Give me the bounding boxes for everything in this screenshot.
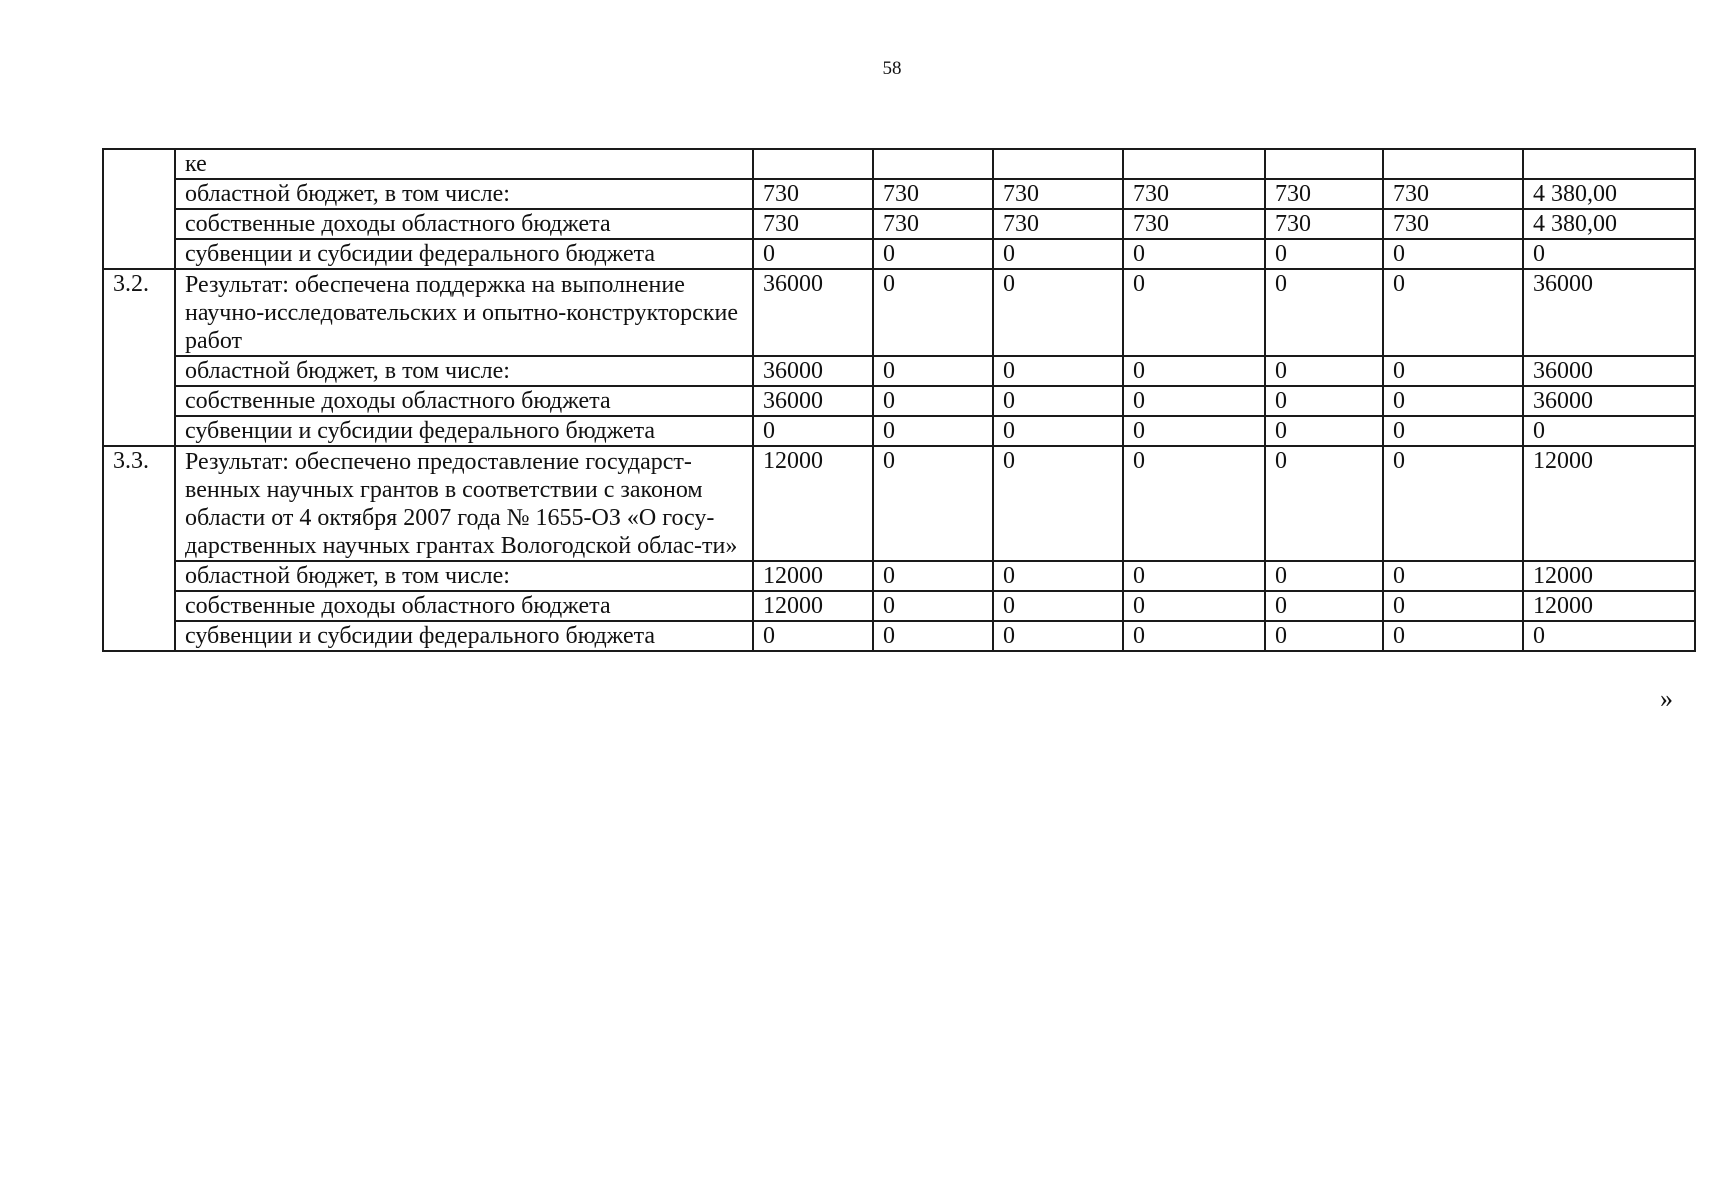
total-cell: 12000 (1523, 591, 1695, 621)
value-cell: 0 (1123, 446, 1265, 561)
value-cell: 0 (993, 386, 1123, 416)
value-cell (873, 149, 993, 179)
value-cell: 0 (1383, 386, 1523, 416)
value-cell: 0 (873, 621, 993, 651)
table-row (103, 179, 1695, 209)
total-cell: 0 (1523, 416, 1695, 446)
table-row (103, 209, 1695, 239)
value-cell: 12000 (753, 591, 873, 621)
value-cell: 0 (1383, 269, 1523, 356)
table-row (103, 356, 1695, 386)
value-cell: 0 (1265, 621, 1383, 651)
total-cell: 36000 (1523, 269, 1695, 356)
value-cell: 0 (1265, 446, 1383, 561)
value-cell: 0 (993, 416, 1123, 446)
value-cell: 0 (753, 239, 873, 269)
value-cell: 0 (1265, 561, 1383, 591)
table-row (103, 416, 1695, 446)
value-cell: 0 (753, 416, 873, 446)
value-cell: 730 (993, 209, 1123, 239)
item-name-cell: собственные доходы областного бюджета (175, 386, 753, 416)
budget-table (102, 148, 1696, 652)
total-cell: 12000 (1523, 446, 1695, 561)
value-cell: 0 (1265, 356, 1383, 386)
value-cell: 0 (1265, 386, 1383, 416)
table-row (103, 386, 1695, 416)
value-cell: 0 (1265, 269, 1383, 356)
table-row (103, 149, 1695, 179)
table-row (103, 621, 1695, 651)
value-cell: 0 (1383, 561, 1523, 591)
value-cell: 0 (1383, 621, 1523, 651)
value-cell: 730 (1383, 179, 1523, 209)
total-cell: 4 380,00 (1523, 179, 1695, 209)
value-cell (1383, 149, 1523, 179)
value-cell (1123, 149, 1265, 179)
value-cell (753, 149, 873, 179)
item-name-cell: областной бюджет, в том числе: (175, 179, 753, 209)
value-cell: 0 (1383, 446, 1523, 561)
value-cell: 730 (1265, 209, 1383, 239)
value-cell: 0 (873, 386, 993, 416)
value-cell: 0 (1123, 269, 1265, 356)
value-cell: 730 (1123, 209, 1265, 239)
value-cell: 730 (993, 179, 1123, 209)
item-name-cell: областной бюджет, в том числе: (175, 356, 753, 386)
value-cell: 0 (873, 446, 993, 561)
item-number-cell: 3.2. (103, 269, 175, 446)
value-cell: 0 (993, 269, 1123, 356)
value-cell: 0 (873, 561, 993, 591)
value-cell: 730 (1123, 179, 1265, 209)
value-cell: 0 (1123, 591, 1265, 621)
budget-table-container (102, 148, 1694, 652)
item-name-cell: субвенции и субсидии федерального бюджета (175, 416, 753, 446)
value-cell: 0 (1383, 239, 1523, 269)
value-cell: 0 (873, 416, 993, 446)
value-cell: 0 (1265, 416, 1383, 446)
item-name-cell: субвенции и субсидии федерального бюджета (175, 239, 753, 269)
total-cell: 36000 (1523, 386, 1695, 416)
value-cell: 0 (993, 239, 1123, 269)
value-cell: 730 (753, 179, 873, 209)
item-name-cell: областной бюджет, в том числе: (175, 561, 753, 591)
value-cell: 0 (1123, 386, 1265, 416)
total-cell: 4 380,00 (1523, 209, 1695, 239)
item-name-cell: субвенции и субсидии федерального бюджета (175, 621, 753, 651)
value-cell (993, 149, 1123, 179)
value-cell: 0 (1123, 621, 1265, 651)
page-number: 58 (882, 58, 902, 79)
value-cell: 0 (1265, 239, 1383, 269)
value-cell: 36000 (753, 386, 873, 416)
value-cell: 0 (873, 269, 993, 356)
table-row (103, 591, 1695, 621)
value-cell: 0 (993, 561, 1123, 591)
value-cell: 0 (993, 446, 1123, 561)
value-cell: 12000 (753, 446, 873, 561)
table-row (103, 561, 1695, 591)
item-name-cell: Результат: обеспечено предоставление государст-венных научных грантов в соответствии с законом области от 4 октября 2007 года № 1655-ОЗ «О госу-дарственных научных грантах Вологодской облас-ти» (175, 446, 753, 561)
item-name-cell: собственные доходы областного бюджета (175, 209, 753, 239)
value-cell: 0 (753, 621, 873, 651)
value-cell: 0 (873, 239, 993, 269)
value-cell: 0 (1123, 561, 1265, 591)
value-cell (1265, 149, 1383, 179)
total-cell: 36000 (1523, 356, 1695, 386)
value-cell: 0 (993, 591, 1123, 621)
value-cell: 0 (993, 621, 1123, 651)
value-cell: 36000 (753, 356, 873, 386)
value-cell: 730 (1265, 179, 1383, 209)
item-number-cell: 3.3. (103, 446, 175, 651)
table-row (103, 446, 1695, 561)
value-cell: 12000 (753, 561, 873, 591)
total-cell: 0 (1523, 621, 1695, 651)
item-name-cell: собственные доходы областного бюджета (175, 591, 753, 621)
value-cell: 0 (993, 356, 1123, 386)
total-cell: 0 (1523, 239, 1695, 269)
value-cell: 0 (873, 356, 993, 386)
value-cell: 730 (1383, 209, 1523, 239)
total-cell (1523, 149, 1695, 179)
value-cell: 730 (873, 179, 993, 209)
value-cell: 36000 (753, 269, 873, 356)
value-cell: 0 (1123, 416, 1265, 446)
value-cell: 0 (1123, 239, 1265, 269)
table-row (103, 239, 1695, 269)
item-name-cell: ке (175, 149, 753, 179)
item-name-cell: Результат: обеспечена поддержка на выполнение научно-исследовательских и опытно-конструкторские работ (175, 269, 753, 356)
value-cell: 0 (1383, 356, 1523, 386)
value-cell: 0 (1123, 356, 1265, 386)
item-number-cell (103, 149, 175, 269)
value-cell: 0 (1265, 591, 1383, 621)
value-cell: 730 (753, 209, 873, 239)
table-row (103, 269, 1695, 356)
value-cell: 0 (873, 591, 993, 621)
value-cell: 0 (1383, 416, 1523, 446)
closing-quote-mark: » (1660, 684, 1673, 713)
value-cell: 0 (1383, 591, 1523, 621)
value-cell: 730 (873, 209, 993, 239)
total-cell: 12000 (1523, 561, 1695, 591)
